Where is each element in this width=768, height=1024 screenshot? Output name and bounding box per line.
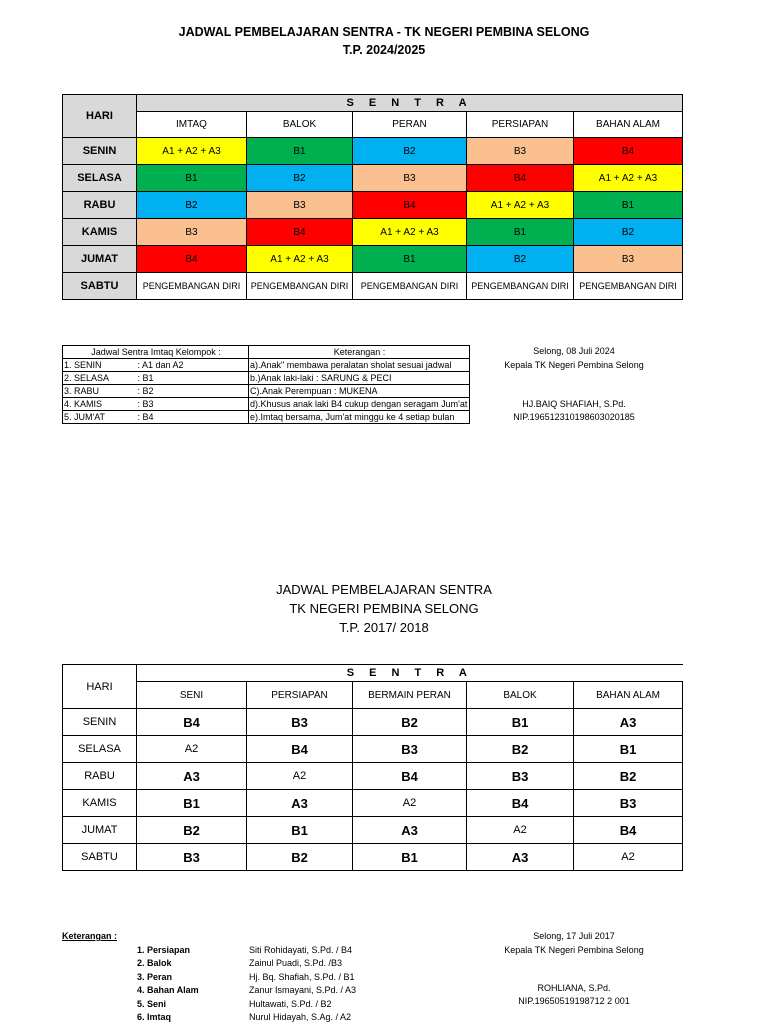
schedule-cell: A1 + A2 + A3 [353,219,467,246]
imtaq-day: 4. KAMIS [63,398,137,411]
imtaq-group: : A1 dan A2 [137,359,249,372]
schedule-cell: B3 [353,165,467,192]
schedule-cell: B1 [247,817,353,844]
column-header: BERMAIN PERAN [353,682,467,709]
schedule-cell: B2 [247,165,353,192]
day-cell: SELASA [63,165,137,192]
table-row [63,246,683,273]
schedule-cell: B2 [353,709,467,736]
doc2-school: TK NEGERI PEMBINA SELONG [289,601,479,616]
schedule-cell: A2 [247,763,353,790]
schedule-cell: A2 [574,844,683,871]
schedule-cell: B4 [467,790,574,817]
imtaq-day: 3. RABU [63,385,137,398]
schedule-cell: PENGEMBANGAN DIRI [574,273,683,300]
schedule-cell: B1 [353,844,467,871]
imtaq-day: 1. SENIN [63,359,137,372]
imtaq-note: a).Anak" membawa peralatan sholat sesuai jadwal [249,359,470,372]
schedule-cell: B4 [247,736,353,763]
schedule-cell: A1 + A2 + A3 [574,165,683,192]
schedule-cell: B3 [574,790,683,817]
schedule-cell: B1 [353,246,467,273]
imtaq-day: 2. SELASA [63,372,137,385]
schedule-cell: B4 [137,246,247,273]
schedule-cell: B2 [467,246,574,273]
imtaq-group: : B3 [137,398,249,411]
schedule-cell: PENGEMBANGAN DIRI [353,273,467,300]
keterangan-item: 5. Seni [137,999,167,1009]
table-row [63,359,470,372]
column-header: IMTAQ [137,112,247,138]
schedule-cell: B3 [467,138,574,165]
schedule-cell: B4 [574,138,683,165]
table-row [63,372,470,385]
schedule-cell: B4 [353,192,467,219]
schedule-cell: B1 [574,736,683,763]
schedule-cell: A2 [353,790,467,817]
imtaq-group: : B4 [137,411,249,424]
sign-place-date: Selong, 17 Juli 2017 [533,931,615,941]
imtaq-group: : B2 [137,385,249,398]
schedule-cell: B3 [247,709,353,736]
table-row [63,165,683,192]
schedule-cell: A1 + A2 + A3 [247,246,353,273]
sign-role: Kepala TK Negeri Pembina Selong [504,945,644,955]
imtaq-group: : B1 [137,372,249,385]
day-cell: SENIN [63,138,137,165]
schedule-cell: B4 [353,763,467,790]
table-row [63,398,470,411]
keterangan-item: 4. Bahan Alam [137,985,199,995]
day-cell: KAMIS [63,790,137,817]
schedule-table-2024 [62,94,683,300]
schedule-cell: A3 [353,817,467,844]
doc2-year: T.P. 2017/ 2018 [339,620,429,635]
table-row [63,844,683,871]
keterangan-item: 2. Balok [137,958,172,968]
table-row [63,219,683,246]
schedule-cell: B1 [247,138,353,165]
schedule-cell: B1 [467,709,574,736]
schedule-cell: A3 [467,844,574,871]
day-cell: RABU [63,763,137,790]
schedule-cell: B2 [137,192,247,219]
day-cell: SENIN [63,709,137,736]
column-header: PERSIAPAN [467,112,574,138]
day-cell: SABTU [63,844,137,871]
schedule-cell: A2 [137,736,247,763]
schedule-cell: B3 [137,219,247,246]
sign-place-date: Selong, 08 Juli 2024 [533,346,615,356]
schedule-cell: B1 [467,219,574,246]
schedule-cell: B4 [137,709,247,736]
schedule-cell: B3 [467,763,574,790]
imtaq-table [62,345,470,424]
schedule-cell: A3 [574,709,683,736]
hari-header: HARI [63,665,137,709]
sign-name: ROHLIANA, S.Pd. [537,983,611,993]
schedule-cell: B3 [574,246,683,273]
schedule-cell: PENGEMBANGAN DIRI [137,273,247,300]
schedule-cell: B4 [467,165,574,192]
schedule-cell: B3 [353,736,467,763]
keterangan-teacher: Zainul Puadi, S.Pd. /B3 [249,958,343,968]
schedule-cell: A1 + A2 + A3 [467,192,574,219]
schedule-cell: B4 [574,817,683,844]
sign-name: HJ.BAIQ SHAFIAH, S.Pd. [522,399,626,409]
day-cell: KAMIS [63,219,137,246]
day-cell: RABU [63,192,137,219]
column-header: BALOK [467,682,574,709]
column-header: BAHAN ALAM [574,112,683,138]
day-cell: JUMAT [63,246,137,273]
table-row [63,138,683,165]
keterangan-teacher: Nurul Hidayah, S.Ag. / A2 [249,1012,352,1022]
table-row [63,736,683,763]
imtaq-note: C).Anak Perempuan : MUKENA [249,385,470,398]
sentra-header: S E N T R A [137,95,683,112]
column-header: BALOK [247,112,353,138]
schedule-cell: PENGEMBANGAN DIRI [247,273,353,300]
imtaq-header: Jadwal Sentra Imtaq Kelompok : [63,346,249,359]
doc1-title: JADWAL PEMBELAJARAN SENTRA - TK NEGERI PEMBINA SELONG [178,25,590,39]
day-cell: JUMAT [63,817,137,844]
keterangan-teacher: Hj. Bq. Shafiah, S.Pd. / B1 [249,972,355,982]
schedule-cell: A3 [137,763,247,790]
imtaq-note: b.)Anak laki-laki : SARUNG & PECI [249,372,470,385]
sign-nip: NIP.196512310198603020185 [513,412,635,422]
imtaq-note: e).Imtaq bersama, Jum'at minggu ke 4 setiap bulan [249,411,470,424]
keterangan-label: Keterangan : [62,931,118,941]
doc1-year: T.P. 2024/2025 [342,43,426,57]
schedule-cell: B2 [247,844,353,871]
schedule-cell: B2 [574,763,683,790]
doc2-title: JADWAL PEMBELAJARAN SENTRA [276,582,492,597]
day-cell: SABTU [63,273,137,300]
table-row [63,385,470,398]
table-row [63,790,683,817]
schedule-cell: B2 [467,736,574,763]
schedule-cell: B1 [137,790,247,817]
schedule-cell: B2 [137,817,247,844]
schedule-cell: A2 [467,817,574,844]
schedule-cell: PENGEMBANGAN DIRI [467,273,574,300]
keterangan-teacher: Hultawati, S.Pd. / B2 [249,999,332,1009]
column-header: PERAN [353,112,467,138]
column-header: PERSIAPAN [247,682,353,709]
imtaq-note: d).Khusus anak laki B4 cukup dengan seragam Jum'at [249,398,470,411]
imtaq-day: 5. JUM'AT [63,411,137,424]
table-row [63,817,683,844]
table-row [63,273,683,300]
schedule-cell: B1 [137,165,247,192]
sign-role: Kepala TK Negeri Pembina Selong [504,360,644,370]
column-header: SENI [137,682,247,709]
column-header: BAHAN ALAM [574,682,683,709]
keterangan-teacher: Siti Rohidayati, S.Pd. / B4 [249,945,353,955]
table-row [63,411,470,424]
table-row [63,709,683,736]
keterangan-item: 6. Imtaq [137,1012,172,1022]
keterangan-header: Keterangan : [249,346,470,359]
hari-header: HARI [63,95,137,138]
schedule-cell: B3 [247,192,353,219]
schedule-cell: B2 [353,138,467,165]
keterangan-item: 3. Peran [137,972,173,982]
sentra-header: S E N T R A [137,665,683,682]
schedule-cell: B2 [574,219,683,246]
schedule-cell: B4 [247,219,353,246]
table-row [63,192,683,219]
schedule-table-2017 [62,664,683,871]
sign-nip: NIP.19650519198712 2 001 [518,996,630,1006]
day-cell: SELASA [63,736,137,763]
schedule-cell: B1 [574,192,683,219]
schedule-cell: A1 + A2 + A3 [137,138,247,165]
table-row [63,763,683,790]
keterangan-item: 1. Persiapan [137,945,191,955]
keterangan-teacher: Zanur Ismayani, S.Pd. / A3 [249,985,357,995]
schedule-cell: B3 [137,844,247,871]
schedule-cell: A3 [247,790,353,817]
